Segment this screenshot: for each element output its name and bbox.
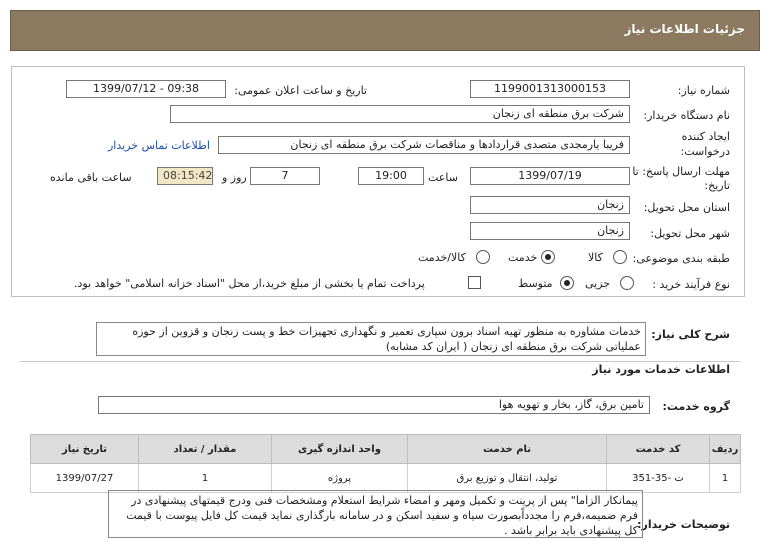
process-medium-label: متوسط	[518, 277, 553, 290]
category-service-label: خدمت	[508, 251, 538, 264]
remaining-time-field: 08:15:42	[157, 167, 213, 185]
category-goods-label: کالا	[588, 251, 603, 264]
table-header-row	[31, 435, 741, 464]
category-goods-service-label: کالا/خدمت	[418, 251, 466, 264]
city-label: شهر محل تحویل:	[650, 227, 730, 240]
service-group-field: تامین برق، گاز، بخار و تهویه هوا	[98, 396, 650, 414]
remaining-time-label: ساعت باقی مانده	[50, 171, 132, 184]
process-type-label: نوع فرآیند خرید :	[652, 278, 730, 291]
services-section-title: اطلاعات خدمات مورد نیاز	[592, 363, 730, 376]
city-field: زنجان	[470, 222, 630, 240]
col-header-unit: واحد اندازه گیری	[272, 435, 408, 464]
buyer-contact-link[interactable]: اطلاعات تماس خریدار	[108, 139, 210, 152]
need-number-field: 1199001313000153	[470, 80, 630, 98]
col-header-service-name: نام خدمت	[408, 435, 607, 464]
buyer-notes-text: پیمانکار الزاما" پس از پرینت و تکمیل ومهر و امضاء شرایط استعلام ومشخصات فنی ودرج قیمتهای پیشنهادی در فرم ضمیمه،فرم را مجدداًبصورت سیاه و سفید اسکن و در سامانه بارگذاری نماید قیمت کل فایل پیوست با قیمت کل پیشنهادی باید برابر باشد .	[108, 490, 643, 538]
page-title: جزئیات اطلاعات نیاز	[624, 22, 745, 36]
process-minor-label: جزیی	[585, 277, 611, 290]
cell-service-code: ت -35-351	[607, 464, 710, 493]
announce-date-field: 1399/07/12 - 09:38	[66, 80, 226, 98]
col-header-quantity: مقدار / تعداد	[139, 435, 272, 464]
category-label: طبقه بندی موضوعی:	[632, 252, 730, 265]
creator-label: ایجاد کننده درخواست:	[680, 130, 730, 158]
category-service-radio[interactable]	[541, 250, 555, 264]
process-minor-radio[interactable]	[620, 276, 634, 290]
col-header-row-number: ردیف	[710, 435, 741, 464]
col-header-service-code: کد خدمت	[607, 435, 710, 464]
treasury-payment-text: پرداخت تمام یا بخشی از مبلغ خرید،از محل "اسناد خزانه اسلامی" خواهد بود.	[74, 277, 425, 290]
title-bar	[10, 10, 760, 51]
days-remaining-field: 7	[250, 167, 320, 185]
cell-row-number: 1	[710, 464, 741, 493]
creator-field: فریبا یارمجدی متصدی قراردادها و مناقصات شرکت برق منطقه ای زنجان	[218, 136, 630, 154]
cell-service-name: تولید، انتقال و توزیع برق	[408, 464, 607, 493]
buyer-notes-label: توضیحات خریدار:	[637, 518, 730, 531]
treasury-payment-checkbox[interactable]	[468, 276, 481, 289]
deadline-date-field: 1399/07/19	[470, 167, 630, 185]
buyer-name-field: شرکت برق منطقه ای زنجان	[170, 105, 630, 123]
days-label: روز و	[222, 171, 247, 184]
deadline-time-field: 19:00	[358, 167, 424, 185]
need-number-label: شماره نیاز:	[677, 84, 730, 97]
cell-quantity: 1	[139, 464, 272, 493]
deadline-label: مهلت ارسال پاسخ: تا تاریخ:	[632, 165, 730, 192]
deadline-time-label: ساعت	[428, 171, 458, 184]
services-table	[30, 434, 741, 493]
process-medium-radio[interactable]	[560, 276, 574, 290]
description-label: شرح کلی نیاز:	[651, 328, 730, 341]
buyer-name-label: نام دستگاه خریدار:	[643, 109, 730, 122]
description-text: خدمات مشاوره به منظور تهیه اسناد برون سپاری تعمیر و نگهداری تجهیزات خط و پست زنجان و قزوین از حوزه عملیاتی شرکت برق منطقه ای زنجان ( ایران کد مشابه)	[96, 322, 646, 356]
service-group-label: گروه خدمت:	[662, 400, 730, 413]
announce-date-label: تاریخ و ساعت اعلان عمومی:	[234, 84, 367, 97]
divider	[20, 361, 740, 362]
province-label: استان محل تحویل:	[643, 201, 730, 214]
col-header-need-date: تاریخ نیاز	[31, 435, 139, 464]
province-field: زنجان	[470, 196, 630, 214]
table-row	[31, 464, 741, 493]
category-goods-radio[interactable]	[613, 250, 627, 264]
category-goods-service-radio[interactable]	[476, 250, 490, 264]
cell-need-date: 1399/07/27	[31, 464, 139, 493]
cell-unit: پروژه	[272, 464, 408, 493]
